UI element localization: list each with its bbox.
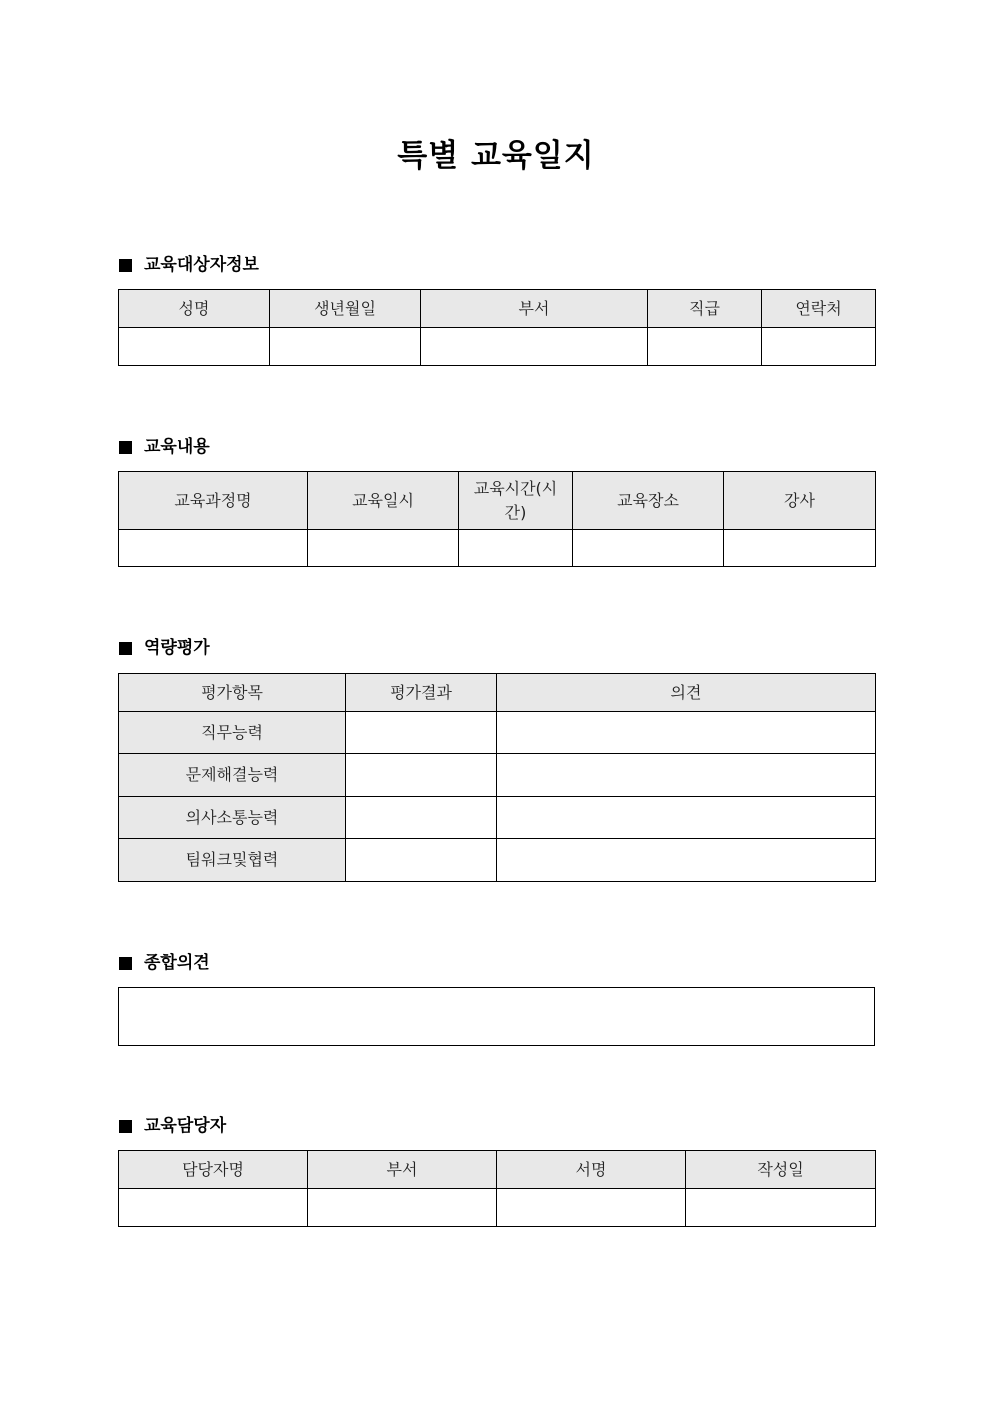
signature-cell[interactable] [497, 1189, 686, 1227]
header-department: 부서 [421, 290, 648, 328]
section-title: 교육대상자정보 [144, 255, 259, 275]
eval-result-cell[interactable] [346, 797, 497, 839]
section-heading-overall [119, 952, 210, 974]
header-name: 성명 [119, 290, 270, 328]
table-header-row [119, 472, 876, 530]
table-row [119, 988, 875, 1046]
section-heading-trainee [119, 254, 259, 276]
course-name-cell[interactable] [119, 530, 308, 567]
training-manager-table [118, 1150, 876, 1227]
header-birthdate: 생년월일 [270, 290, 421, 328]
header-datetime: 교육일시 [308, 472, 459, 530]
eval-item-label: 팀워크및협력 [119, 839, 346, 882]
square-bullet-icon [119, 957, 132, 970]
birthdate-cell[interactable] [270, 328, 421, 366]
eval-item-label: 문제해결능력 [119, 754, 346, 797]
competency-evaluation-table [118, 673, 876, 882]
header-hours: 교육시간(시간) [459, 472, 573, 530]
location-cell[interactable] [573, 530, 724, 567]
contact-cell[interactable] [762, 328, 876, 366]
hours-cell[interactable] [459, 530, 573, 567]
header-location: 교육장소 [573, 472, 724, 530]
header-opinion: 의견 [497, 674, 876, 712]
section-title: 교육담당자 [144, 1116, 227, 1136]
square-bullet-icon [119, 259, 132, 272]
training-content-table [118, 471, 876, 567]
eval-opinion-cell[interactable] [497, 797, 876, 839]
header-rank: 직급 [648, 290, 762, 328]
overall-opinion-cell[interactable] [119, 988, 875, 1046]
section-heading-manager [119, 1115, 226, 1137]
eval-opinion-cell[interactable] [497, 712, 876, 754]
instructor-cell[interactable] [724, 530, 876, 567]
section-title: 역량평가 [144, 638, 210, 658]
eval-result-cell[interactable] [346, 839, 497, 882]
section-heading-content [119, 436, 210, 458]
rank-cell[interactable] [648, 328, 762, 366]
table-header-row [119, 290, 876, 328]
table-row [119, 328, 876, 366]
square-bullet-icon [119, 1120, 132, 1133]
header-written-date: 작성일 [686, 1151, 876, 1189]
department-cell[interactable] [421, 328, 648, 366]
square-bullet-icon [119, 642, 132, 655]
header-signature: 서명 [497, 1151, 686, 1189]
table-row [119, 530, 876, 567]
section-heading-evaluation [119, 637, 210, 659]
written-date-cell[interactable] [686, 1189, 876, 1227]
header-contact: 연락처 [762, 290, 876, 328]
table-header-row [119, 674, 876, 712]
header-eval-item: 평가항목 [119, 674, 346, 712]
header-manager-name: 담당자명 [119, 1151, 308, 1189]
square-bullet-icon [119, 441, 132, 454]
trainee-info-table [118, 289, 876, 366]
manager-department-cell[interactable] [308, 1189, 497, 1227]
eval-item-label: 의사소통능력 [119, 797, 346, 839]
table-row [119, 712, 876, 754]
eval-opinion-cell[interactable] [497, 754, 876, 797]
eval-result-cell[interactable] [346, 754, 497, 797]
table-row [119, 839, 876, 882]
eval-result-cell[interactable] [346, 712, 497, 754]
section-title: 종합의견 [144, 953, 210, 973]
header-instructor: 강사 [724, 472, 876, 530]
eval-item-label: 직무능력 [119, 712, 346, 754]
table-row [119, 797, 876, 839]
page-title: 특별 교육일지 [397, 138, 595, 174]
section-title: 교육내용 [144, 437, 210, 457]
header-eval-result: 평가결과 [346, 674, 497, 712]
header-course-name: 교육과정명 [119, 472, 308, 530]
overall-opinion-table [118, 987, 875, 1046]
manager-name-cell[interactable] [119, 1189, 308, 1227]
table-header-row [119, 1151, 876, 1189]
header-manager-department: 부서 [308, 1151, 497, 1189]
datetime-cell[interactable] [308, 530, 459, 567]
table-row [119, 1189, 876, 1227]
eval-opinion-cell[interactable] [497, 839, 876, 882]
table-row [119, 754, 876, 797]
name-cell[interactable] [119, 328, 270, 366]
